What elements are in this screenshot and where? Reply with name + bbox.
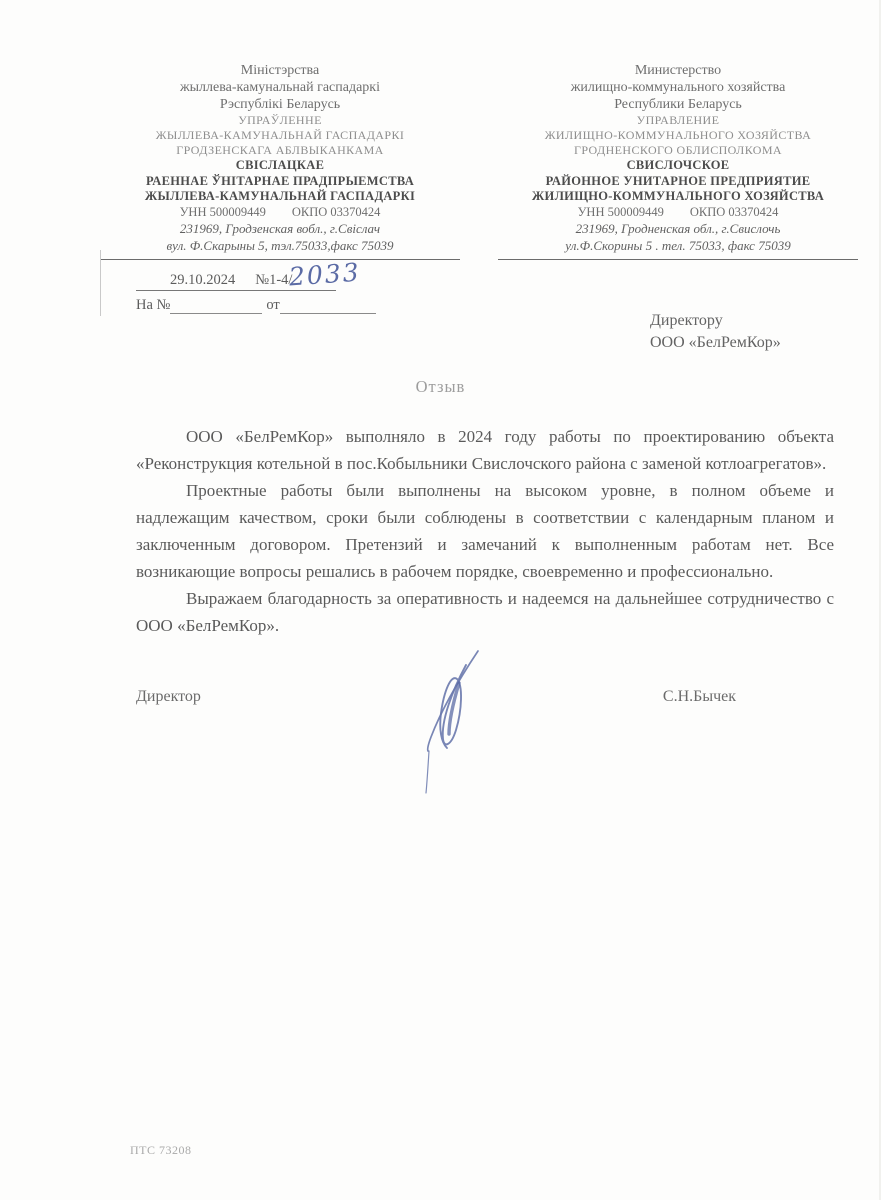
ministry-line: жилищно-коммунального хозяйства xyxy=(570,80,786,95)
addressee-position: Директору xyxy=(650,312,723,329)
reply-to-label: На № xyxy=(136,297,171,313)
body-paragraph: Выражаем благодарность за оперативность и надеемся на дальнейшее сотрудничество с ООО «БелРемКор». xyxy=(136,589,834,635)
organization-line: ЖИЛИЩНО-КОММУНАЛЬНОГО ХОЗЯЙСТВА xyxy=(531,189,825,203)
address-line: ул.Ф.Скорины 5 . тел. 75033, факс 75039 xyxy=(565,238,791,253)
ministry-line: Республики Беларусь xyxy=(614,97,742,112)
form-code: ПТС 73208 xyxy=(130,1143,192,1157)
organization-line: СВІСЛАЦКАЕ xyxy=(235,158,325,172)
incoming-reference-line xyxy=(136,297,436,314)
address-line: 231969, Гродзенская вобл., г.Свіслач xyxy=(179,221,381,236)
document-number xyxy=(249,257,362,292)
ministry-line: Міністэрства xyxy=(240,63,320,78)
okpo-number: ОКПО 03370424 xyxy=(291,205,381,219)
document-body xyxy=(136,423,834,639)
unn-okpo-line xyxy=(100,205,460,220)
department-line: ГРОДЗЕНСКАГА АБЛВЫКАНКАМА xyxy=(176,143,384,157)
scan-artifact-line xyxy=(100,250,101,316)
addressee-block xyxy=(650,310,781,354)
ministry-line: жыллева-камунальнай гаспадаркі xyxy=(179,80,381,95)
okpo-number: ОКПО 03370424 xyxy=(689,205,779,219)
organization-line: РАЕННАЕ ЎНІТАРНАЕ ПРАДПРЫЕМСТВА xyxy=(145,173,415,188)
unn-number: УНН 500009449 xyxy=(577,205,664,219)
signer-position: Директор xyxy=(136,688,201,705)
letterhead-right-russian xyxy=(498,62,858,205)
department-line: ЖИЛИЩНО-КОММУНАЛЬНОГО ХОЗЯЙСТВА xyxy=(544,128,812,142)
document-number-prefix: №1-4/ xyxy=(255,272,293,288)
letterhead xyxy=(100,62,858,205)
ministry-line: Рэспублікі Беларусь xyxy=(219,97,341,112)
requisites-right xyxy=(498,205,858,260)
organization-line: РАЙОННОЕ УНИТАРНОЕ ПРЕДПРИЯТИЕ xyxy=(545,173,811,188)
body-paragraph: Проектные работы были выполнены на высоком уровне, в полном объеме и надлежащим качеством, сроки были соблюдены в соответствии с календарным планом и заключенным договором. Претензий и замечаний к выполненным работам нет. Все возникающие вопросы решались в рабочем порядке, своевременно и профессионально. xyxy=(136,481,834,581)
letterhead-left-belarusian xyxy=(100,62,460,205)
department-line: УПРАВЛЕНИЕ xyxy=(636,113,720,127)
organization-line: СВИСЛОЧСКОЕ xyxy=(626,158,730,172)
address-line: 231969, Гродненская обл., г.Свислочь xyxy=(575,221,781,236)
address-line: вул. Ф.Скарыны 5, тэл.75033,факс 75039 xyxy=(166,238,394,253)
reference-block xyxy=(136,257,436,314)
body-paragraph: ООО «БелРемКор» выполняло в 2024 году работы по проектированию объекта «Реконструкция котельной в пос.Кобыльники Свислочского района с заменой котлоагрегатов». xyxy=(136,427,834,473)
reply-date-blank xyxy=(280,299,376,314)
department-line: ГРОДНЕНСКОГО ОБЛИСПОЛКОМА xyxy=(574,143,782,157)
addressee-company: ООО «БелРемКор» xyxy=(650,334,781,351)
document-date: 29.10.2024 xyxy=(136,272,249,291)
unn-number: УНН 500009449 xyxy=(179,205,266,219)
signer-name: С.Н.Бычек xyxy=(662,688,736,705)
requisites-left xyxy=(100,205,460,260)
organization-line: ЖЫЛЛЕВА-КАМУНАЛЬНАЙ ГАСПАДАРКІ xyxy=(144,189,416,203)
department-line: ЖЫЛЛЕВА-КАМУНАЛЬНАЙ ГАСПАДАРКІ xyxy=(155,128,405,142)
department-line: УПРАЎЛЕННЕ xyxy=(238,113,322,127)
handwritten-signature xyxy=(398,645,518,795)
ministry-line: Министерство xyxy=(634,63,722,78)
requisites xyxy=(100,205,858,260)
reply-number-blank xyxy=(170,299,262,314)
reply-from-label: от xyxy=(266,297,280,313)
handwritten-number: 2033 xyxy=(288,257,362,292)
outgoing-reference-line xyxy=(136,257,436,292)
document-title: Отзыв xyxy=(415,377,466,396)
unn-okpo-line xyxy=(498,205,858,220)
